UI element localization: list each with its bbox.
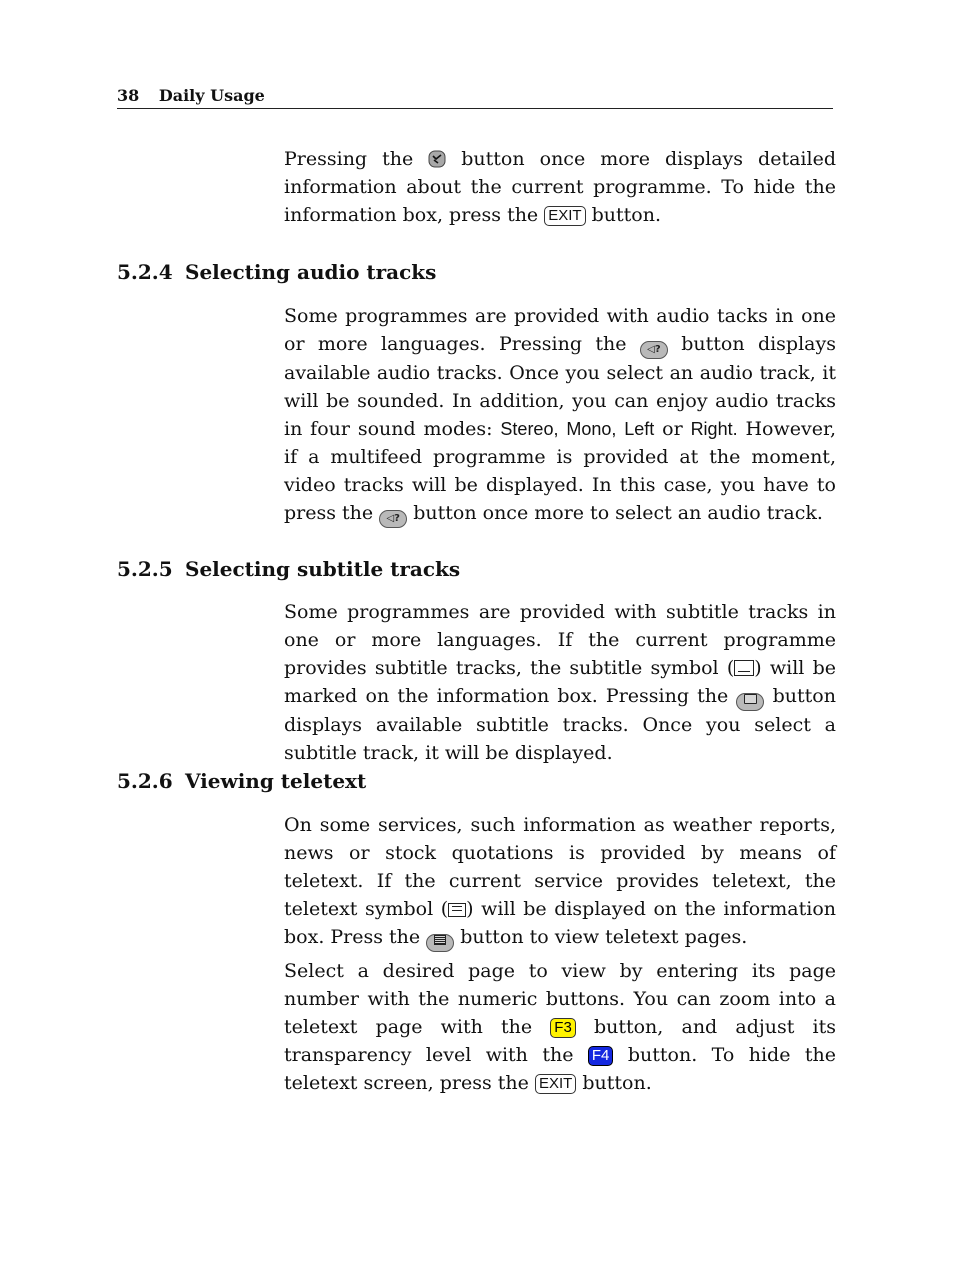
exit-key: EXIT <box>535 1074 576 1094</box>
section-number: 5.2.5 <box>117 557 173 581</box>
section-heading-5-2-6 <box>117 768 837 794</box>
f4-key: F4 <box>588 1046 614 1066</box>
audio-button-icon: ◁? <box>640 341 668 359</box>
section-title: Selecting audio tracks <box>185 260 437 284</box>
page-number: 38 <box>117 86 140 105</box>
sound-mode-stereo: Stereo, <box>500 419 559 439</box>
chapter-title: Daily Usage <box>158 86 265 105</box>
section-number: 5.2.6 <box>117 769 173 793</box>
subtitle-button-icon <box>736 693 764 711</box>
teletext-paragraph-2: Select a desired page to view by entering its page number with the numeric buttons. You can zoom into a teletext page with the F3 button, and adjust its transparency level with the F4 button. To hide the teletext screen, press the EXIT button. <box>284 960 836 1094</box>
f3-key: F3 <box>550 1018 576 1038</box>
subtitle-symbol-icon <box>734 660 754 676</box>
running-header <box>117 86 833 109</box>
section-title: Selecting subtitle tracks <box>185 557 461 581</box>
intro-paragraph: Pressing the button once more displays detailed information about the current programme. To hide the information box, press the EXIT button. <box>284 148 836 226</box>
sound-mode-mono: Mono, <box>566 419 617 439</box>
sound-mode-left: Left <box>624 419 655 439</box>
section-heading-5-2-5 <box>117 556 837 582</box>
sound-mode-right: Right. <box>690 419 738 439</box>
subtitle-tracks-paragraph: Some programmes are provided with subtitle tracks in one or more languages. If the current programme provides subtitle tracks, the subtitle symbol ( ) will be marked on the information box. Pressing the button displays available subtitle tracks. Once you select a subtitle track, it will be displayed. <box>284 601 836 764</box>
info-button-icon <box>428 150 446 168</box>
audio-button-icon: ◁? <box>379 510 407 528</box>
audio-tracks-paragraph: Some programmes are provided with audio tacks in one or more languages. Pressing the ◁? button displays available audio tracks. Once you select an audio track, it will be sounded. In addition, you can enjoy audio tracks in four sound modes: Stereo, Mono, Left or Right. However, if a multifeed programme is provided at the moment, video tracks will be displayed. In this case, you have to press the ◁? button once more to select an audio track. <box>284 302 836 528</box>
exit-key: EXIT <box>544 206 585 226</box>
teletext-button-icon <box>426 934 454 952</box>
teletext-symbol-icon <box>448 903 466 917</box>
section-number: 5.2.4 <box>117 260 173 284</box>
section-heading-5-2-4 <box>117 259 837 285</box>
section-title: Viewing teletext <box>185 769 367 793</box>
teletext-paragraph-1: On some services, such information as weather reports, news or stock quotations is provided by means of teletext. If the current service provides teletext, the teletext symbol ( ) will be displayed on the information box. Press the button to view teletext pages. <box>284 811 836 952</box>
